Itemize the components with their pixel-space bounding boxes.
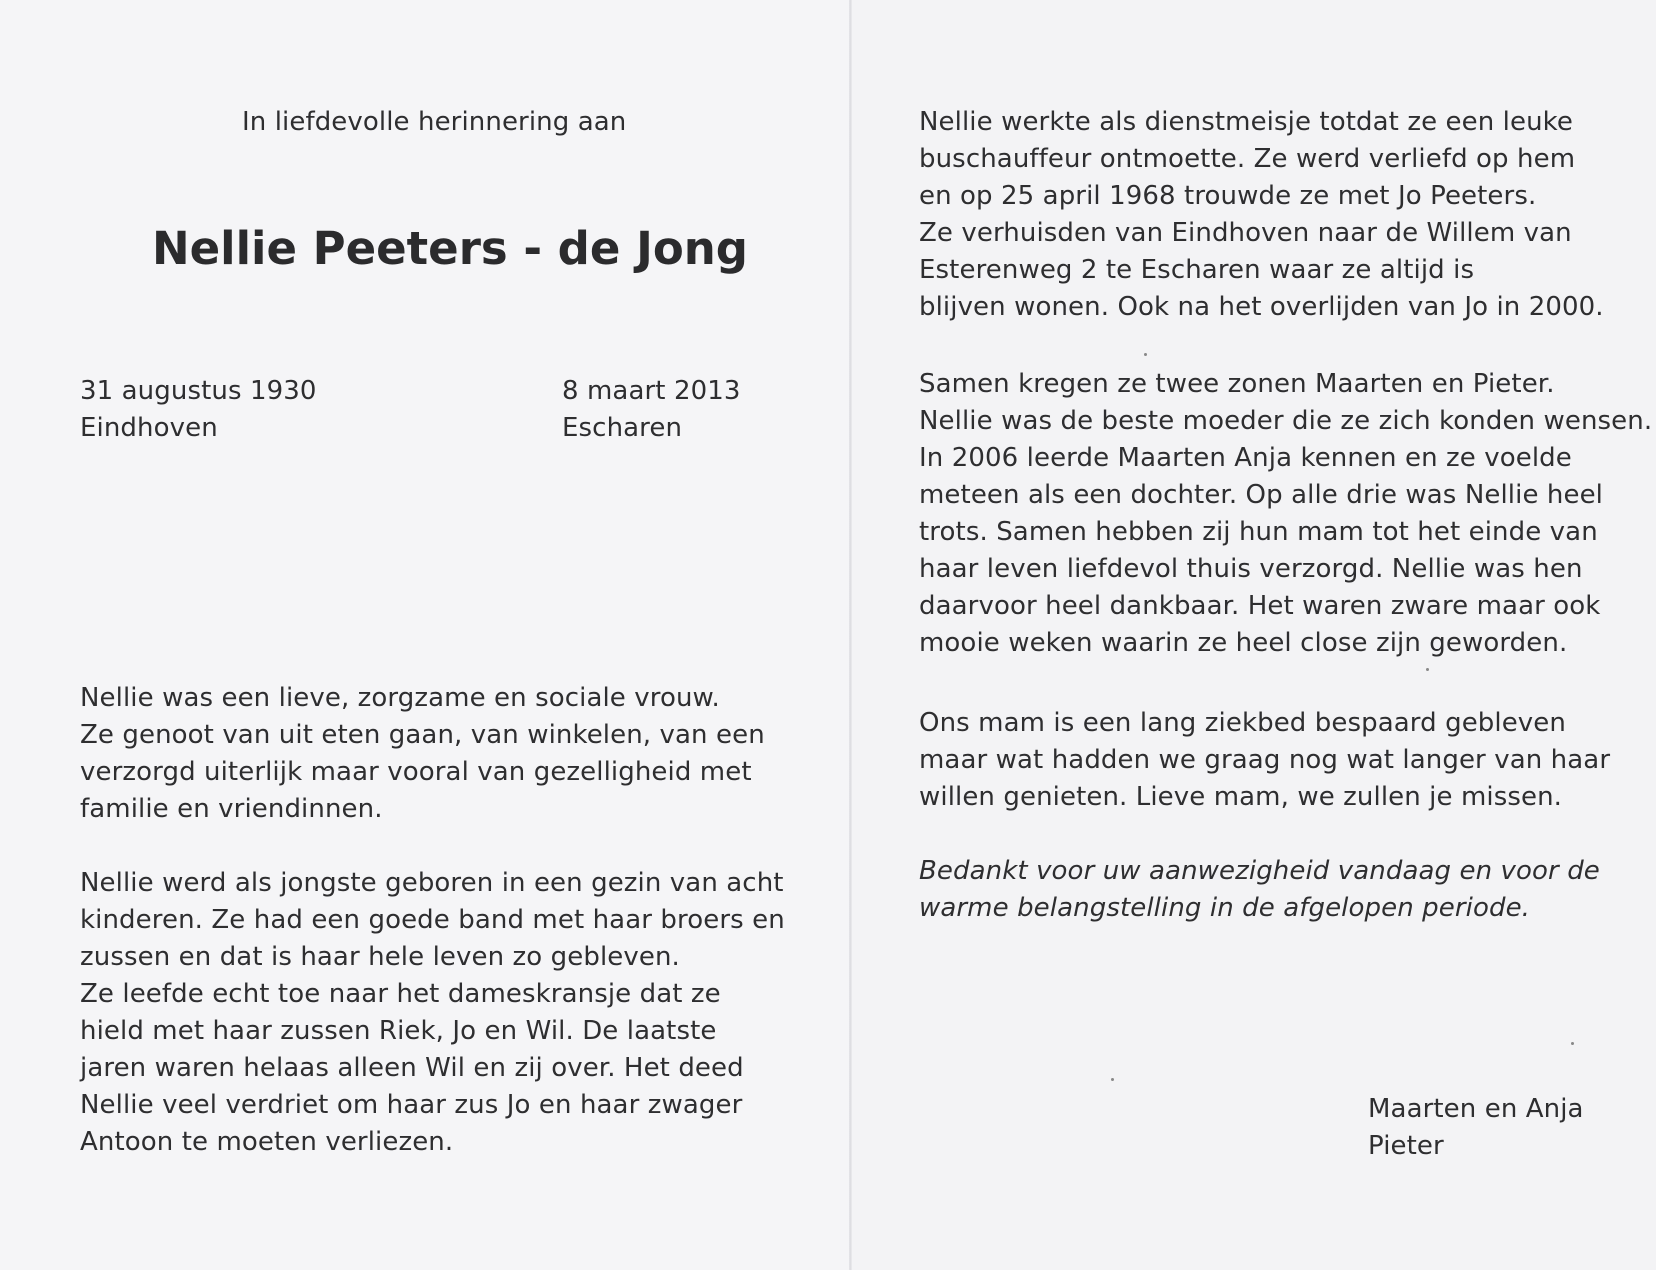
text-line: Bedankt voor uw aanwezigheid vandaag en voor de bbox=[919, 856, 1600, 886]
paragraph-farewell bbox=[919, 705, 1610, 816]
text-line: kinderen. Ze had een goede band met haar broers en bbox=[80, 905, 785, 935]
intro-text: In liefdevolle herinnering aan bbox=[242, 107, 627, 137]
text-line: trots. Samen hebben zij hun mam tot het einde van bbox=[919, 517, 1598, 547]
text-line: warme belangstelling in de afgelopen periode. bbox=[919, 893, 1531, 923]
text-line: Antoon te moeten verliezen. bbox=[80, 1127, 454, 1157]
signature bbox=[1368, 1091, 1584, 1165]
deceased-name: Nellie Peeters - de Jong bbox=[152, 222, 748, 275]
text-line: Nellie werkte als dienstmeisje totdat ze een leuke bbox=[919, 107, 1573, 137]
text-line: willen genieten. Lieve mam, we zullen je missen. bbox=[919, 782, 1563, 812]
death-date: 8 maart 2013 bbox=[562, 376, 741, 406]
text-line: In 2006 leerde Maarten Anja kennen en ze voelde bbox=[919, 443, 1572, 473]
text-line: Ons mam is een lang ziekbed bespaard gebleven bbox=[919, 708, 1566, 738]
text-line: Samen kregen ze twee zonen Maarten en Pieter. bbox=[919, 369, 1555, 399]
text-line: Ze genoot van uit eten gaan, van winkelen, van een bbox=[80, 720, 765, 750]
paragraph-personality bbox=[80, 680, 765, 828]
text-line: Nellie was een lieve, zorgzame en sociale vrouw. bbox=[80, 683, 720, 713]
text-line: blijven wonen. Ook na het overlijden van Jo in 2000. bbox=[919, 292, 1604, 322]
text-line: daarvoor heel dankbaar. Het waren zware maar ook bbox=[919, 591, 1601, 621]
text-line: Nellie werd als jongste geboren in een gezin van acht bbox=[80, 868, 784, 898]
paper-speck bbox=[1144, 353, 1147, 356]
paragraph-marriage bbox=[919, 104, 1604, 326]
paper-speck bbox=[1111, 1078, 1114, 1081]
text-line: Nellie veel verdriet om haar zus Jo en haar zwager bbox=[80, 1090, 743, 1120]
text-line: zussen en dat is haar hele leven zo gebleven. bbox=[80, 942, 680, 972]
birth-date: 31 augustus 1930 bbox=[80, 376, 317, 406]
text-line: hield met haar zussen Riek, Jo en Wil. De laatste bbox=[80, 1016, 717, 1046]
signature-line: Pieter bbox=[1368, 1131, 1444, 1161]
paper-speck bbox=[1571, 1042, 1574, 1045]
text-line: en op 25 april 1968 trouwde ze met Jo Peeters. bbox=[919, 181, 1537, 211]
death-place: Escharen bbox=[562, 413, 683, 443]
text-line: Esterenweg 2 te Escharen waar ze altijd is bbox=[919, 255, 1475, 285]
text-line: Ze verhuisden van Eindhoven naar de Willem van bbox=[919, 218, 1572, 248]
text-line: verzorgd uiterlijk maar vooral van gezelligheid met bbox=[80, 757, 752, 787]
birth-place: Eindhoven bbox=[80, 413, 218, 443]
card-fold bbox=[849, 0, 852, 1270]
death-info bbox=[562, 373, 741, 447]
text-line: buschauffeur ontmoette. Ze werd verliefd op hem bbox=[919, 144, 1576, 174]
text-line: maar wat hadden we graag nog wat langer van haar bbox=[919, 745, 1611, 775]
text-line: meteen als een dochter. Op alle drie was Nellie heel bbox=[919, 480, 1603, 510]
text-line: Ze leefde echt toe naar het dameskransje dat ze bbox=[80, 979, 721, 1009]
text-line: Nellie was de beste moeder die ze zich konden wensen. bbox=[919, 406, 1653, 436]
text-line: mooie weken waarin ze heel close zijn geworden. bbox=[919, 628, 1568, 658]
paper-speck bbox=[1426, 668, 1429, 671]
paragraph-children bbox=[919, 366, 1652, 662]
birth-info bbox=[80, 373, 317, 447]
paragraph-thanks bbox=[919, 853, 1600, 927]
text-line: familie en vriendinnen. bbox=[80, 794, 383, 824]
text-line: haar leven liefdevol thuis verzorgd. Nellie was hen bbox=[919, 554, 1583, 584]
text-line: jaren waren helaas alleen Wil en zij over. Het deed bbox=[80, 1053, 744, 1083]
signature-line: Maarten en Anja bbox=[1368, 1094, 1584, 1124]
paragraph-family bbox=[80, 865, 785, 1161]
